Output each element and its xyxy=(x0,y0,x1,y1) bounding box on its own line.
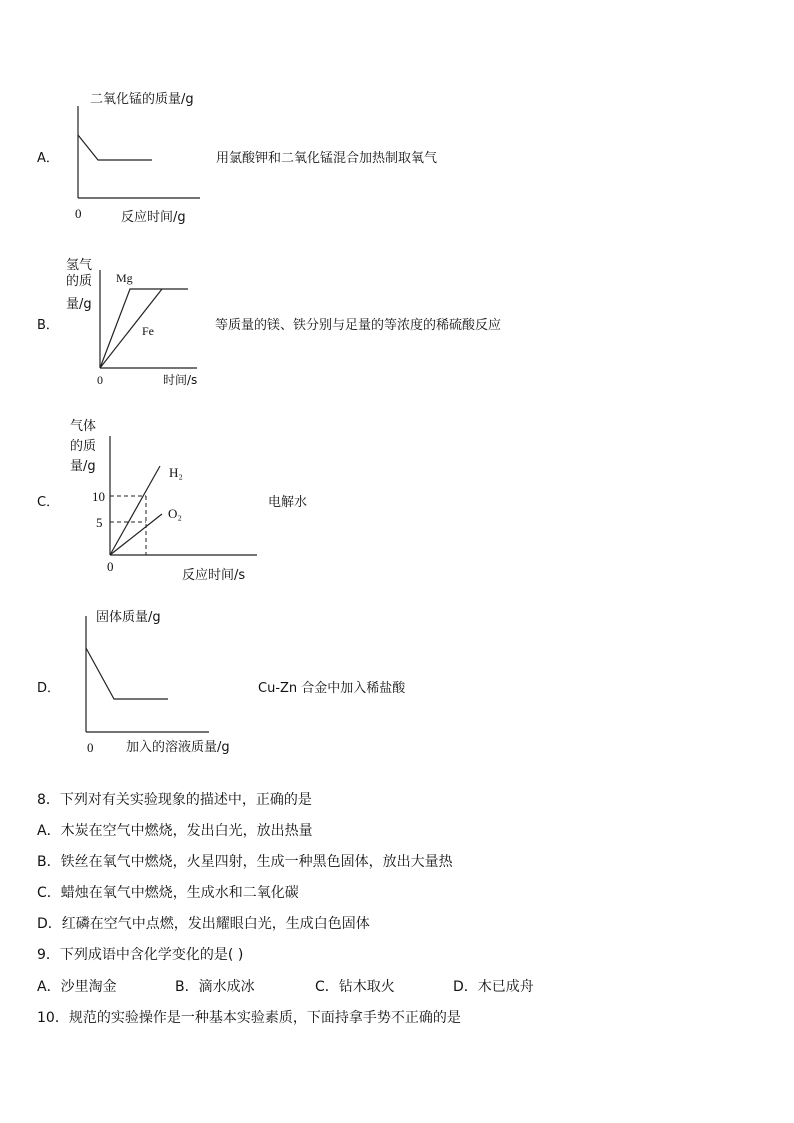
option-b-y-axis-label-3: 量/g xyxy=(66,297,92,312)
option-c-o2-label: O₂ xyxy=(168,506,182,521)
option-d-origin: 0 xyxy=(87,740,94,755)
option-b-letter: B． xyxy=(37,318,59,333)
option-d-x-axis-label: 加入的溶液质量/g xyxy=(126,740,230,755)
option-b-description: 等质量的镁、铁分别与足量的等浓度的稀硫酸反应 xyxy=(215,318,502,333)
option-c-h2-label: H₂ xyxy=(169,465,183,480)
option-c-y-axis-label-2: 的质 xyxy=(70,439,97,454)
q8-option-d: D．红磷在空气中点燃，发出耀眼白光，生成白色固体 xyxy=(37,916,370,932)
option-b-y-axis-label-1: 氢气 xyxy=(66,258,93,273)
q9-option-a: A．沙里淘金 xyxy=(37,979,117,995)
option-d-letter: D． xyxy=(37,681,61,696)
option-c-description: 电解水 xyxy=(268,495,308,510)
option-b-origin: 0 xyxy=(97,373,103,387)
q9-option-c: C．钻木取火 xyxy=(315,979,395,995)
option-b-fe-label: Fe xyxy=(142,324,154,338)
option-a-origin: 0 xyxy=(75,206,82,221)
q8-option-c: C．蜡烛在氧气中燃烧，生成水和二氧化碳 xyxy=(37,885,299,901)
option-a-letter: A． xyxy=(37,151,59,166)
option-b-mg-label: Mg xyxy=(116,271,133,285)
q8-option-b: B．铁丝在氧气中燃烧，火星四射，生成一种黑色固体，放出大量热 xyxy=(37,854,453,870)
option-d-y-axis-label: 固体质量/g xyxy=(96,610,161,625)
q9-option-b: B．滴水成冰 xyxy=(175,979,255,995)
q8-stem: 8．下列对有关实验现象的描述中，正确的是 xyxy=(37,792,312,808)
option-d-curve xyxy=(86,648,168,699)
q9-option-d: D．木已成舟 xyxy=(453,979,534,995)
option-a-x-axis-label: 反应时间/g xyxy=(121,210,186,225)
option-c-letter: C． xyxy=(37,495,60,510)
option-c-y-axis-label-3: 量/g xyxy=(70,459,96,474)
q9-stem: 9．下列成语中含化学变化的是( ) xyxy=(37,947,244,963)
q10-stem: 10．规范的实验操作是一种基本实验素质，下面持拿手势不正确的是 xyxy=(37,1010,461,1026)
option-c-tick-10: 10 xyxy=(92,489,105,504)
option-c-origin: 0 xyxy=(107,559,114,574)
option-b-x-axis-label: 时间/s xyxy=(163,373,198,387)
option-c-x-axis-label: 反应时间/s xyxy=(182,568,246,583)
option-b-y-axis-label-2: 的质 xyxy=(66,274,93,289)
option-c-y-axis-label-1: 气体 xyxy=(70,419,97,434)
option-a-y-axis-label: 二氧化锰的质量/g xyxy=(90,92,194,107)
option-d-description: Cu-Zn 合金中加入稀盐酸 xyxy=(258,681,406,696)
option-c-tick-5: 5 xyxy=(96,515,103,530)
q8-option-a: A．木炭在空气中燃烧，发出白光，放出热量 xyxy=(37,823,313,839)
option-a-description: 用氯酸钾和二氧化锰混合加热制取氧气 xyxy=(216,151,438,166)
